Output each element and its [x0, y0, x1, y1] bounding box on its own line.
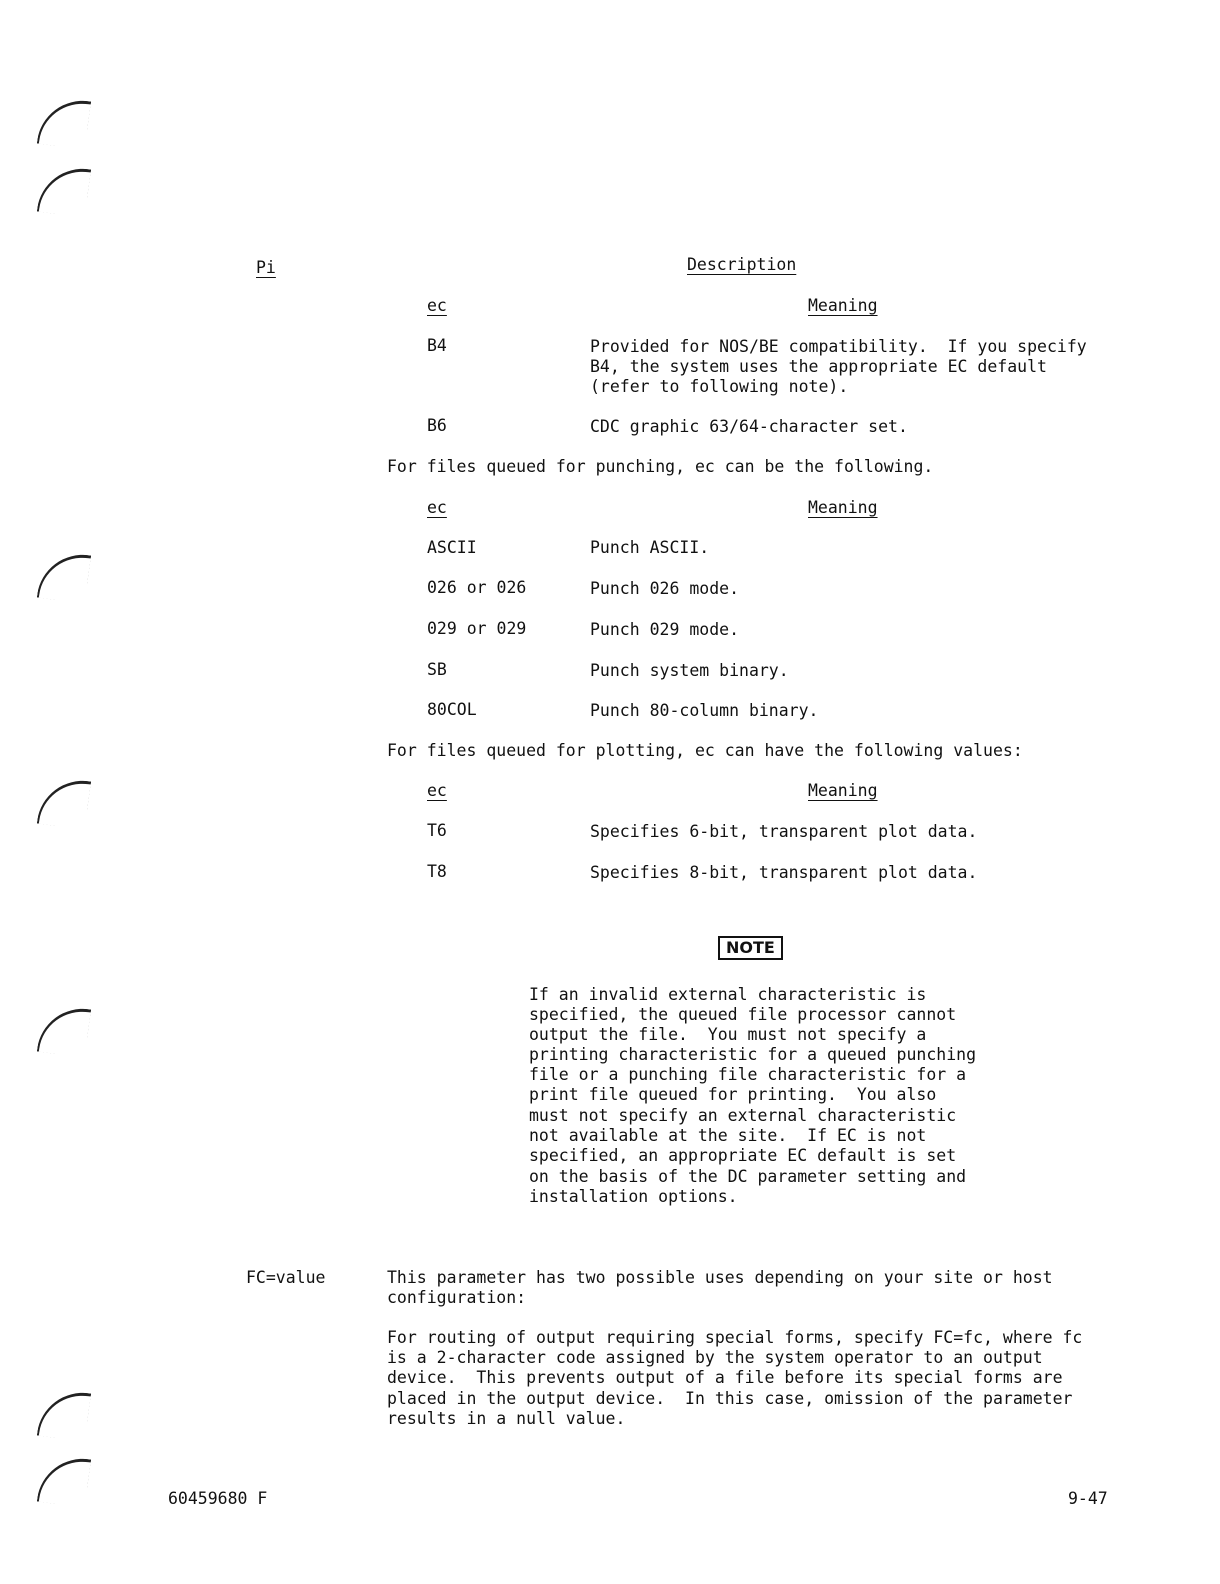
binder-hole-mark	[37, 1387, 91, 1442]
parameter-text-line: configuration:	[387, 1288, 527, 1307]
table-header-meaning: Meaning	[808, 498, 878, 517]
table-header-ec: ec	[427, 296, 447, 315]
intro-plotting: For files queued for plotting, ec can have the following values:	[387, 741, 1023, 760]
ec-meaning-line: Provided for NOS/BE compatibility. If you specify	[590, 337, 1087, 356]
note-line: file or a punching file characteristic for a	[529, 1065, 967, 1084]
table-header-ec: ec	[427, 498, 447, 517]
note-line: If an invalid external characteristic is	[529, 985, 927, 1004]
ec-meaning: Punch ASCII.	[590, 538, 710, 557]
ec-code: B6	[427, 416, 447, 435]
parameter-text-line: is a 2-character code assigned by the system operator to an output	[387, 1348, 1043, 1367]
column-header-pi: Pi	[256, 258, 276, 277]
ec-meaning-line: (refer to following note).	[590, 377, 849, 396]
ec-code: T6	[427, 821, 447, 840]
binder-hole-mark	[37, 775, 91, 830]
note-line: specified, an appropriate EC default is set	[529, 1146, 957, 1165]
ec-meaning: Specifies 6-bit, transparent plot data.	[590, 822, 978, 841]
document-number: 60459680 F	[168, 1489, 268, 1508]
table-header-ec: ec	[427, 781, 447, 800]
parameter-name: FC=value	[246, 1268, 326, 1287]
table-header-meaning: Meaning	[808, 781, 878, 800]
note-line: specified, the queued file processor cannot	[529, 1005, 957, 1024]
note-line: not available at the site. If EC is not	[529, 1126, 927, 1145]
binder-hole-mark	[37, 163, 91, 218]
binder-hole-mark	[37, 95, 91, 150]
note-label: NOTE	[718, 936, 783, 960]
ec-code: 029 or 029	[427, 619, 527, 638]
ec-code: B4	[427, 336, 447, 355]
ec-meaning: Punch system binary.	[590, 661, 789, 680]
parameter-text-line: results in a null value.	[387, 1409, 626, 1428]
parameter-text-line: device. This prevents output of a file before its special forms are	[387, 1368, 1063, 1387]
intro-punching: For files queued for punching, ec can be the following.	[387, 457, 934, 476]
column-header-description: Description	[687, 255, 797, 274]
note-line: print file queued for printing. You also	[529, 1085, 937, 1104]
note-line: on the basis of the DC parameter setting and	[529, 1167, 967, 1186]
ec-meaning-line: B4, the system uses the appropriate EC default	[590, 357, 1047, 376]
note-line: output the file. You must not specify a	[529, 1025, 927, 1044]
ec-meaning-line: CDC graphic 63/64-character set.	[590, 417, 908, 436]
ec-meaning: Punch 026 mode.	[590, 579, 740, 598]
ec-meaning: Specifies 8-bit, transparent plot data.	[590, 863, 978, 882]
ec-meaning: Punch 029 mode.	[590, 620, 740, 639]
ec-code: 026 or 026	[427, 578, 527, 597]
note-line: must not specify an external characteristic	[529, 1106, 957, 1125]
note-line: printing characteristic for a queued punching	[529, 1045, 977, 1064]
ec-meaning: Punch 80-column binary.	[590, 701, 819, 720]
ec-code: SB	[427, 660, 447, 679]
ec-code: 80COL	[427, 700, 477, 719]
binder-hole-mark	[37, 549, 91, 604]
binder-hole-mark	[37, 1453, 91, 1508]
parameter-text-line: This parameter has two possible uses depending on your site or host	[387, 1268, 1053, 1287]
parameter-text-line: For routing of output requiring special forms, specify FC=fc, where fc	[387, 1328, 1083, 1347]
page-number: 9-47	[1068, 1489, 1108, 1508]
table-header-meaning: Meaning	[808, 296, 878, 315]
note-line: installation options.	[529, 1187, 738, 1206]
ec-code: ASCII	[427, 538, 477, 557]
parameter-text-line: placed in the output device. In this case, omission of the parameter	[387, 1389, 1073, 1408]
ec-code: T8	[427, 862, 447, 881]
binder-hole-mark	[37, 1003, 91, 1058]
